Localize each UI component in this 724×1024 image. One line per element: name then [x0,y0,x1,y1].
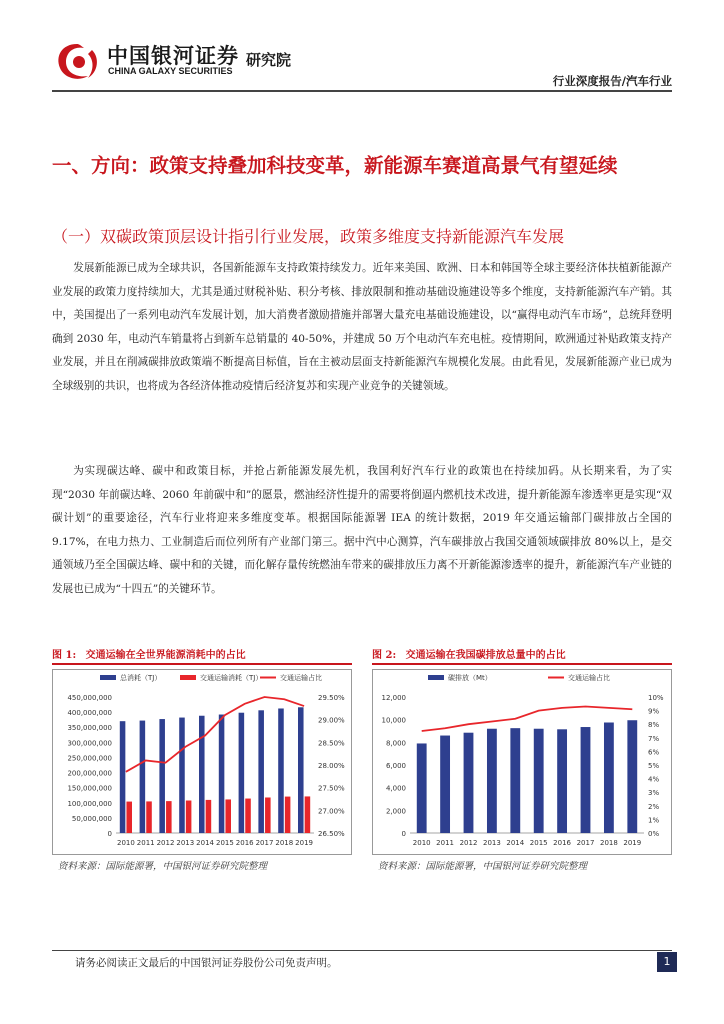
y-right-tick-label: 3% [648,789,660,798]
bar-primary [487,729,497,833]
y-right-tick-label: 1% [648,816,660,825]
bar-secondary [245,799,251,833]
bar-primary [239,713,245,833]
x-tick-label: 2010 [116,839,135,847]
bar-primary [627,720,637,833]
x-tick-label: 2017 [255,839,274,847]
legend-swatch [428,675,444,680]
figure-1-label: 图 1: [52,650,77,661]
figure-2-rule [372,663,672,665]
legend-label: 交通运输消耗（TJ） [200,674,263,682]
legend-label: 碳排放（Mt） [448,674,492,682]
bar-primary [258,710,264,833]
share-line [422,707,633,731]
y-right-tick-label: 29.50% [318,694,345,702]
x-tick-label: 2015 [529,839,548,847]
bar-primary [534,729,544,833]
bar-primary [120,721,126,833]
y-right-tick-label: 7% [648,734,660,743]
x-tick-label: 2013 [176,839,195,847]
y-left-tick-label: 2,000 [385,807,406,816]
y-left-tick-label: 0 [401,830,406,838]
x-tick-label: 2015 [215,839,234,847]
bar-primary [440,736,450,833]
x-tick-label: 2011 [436,839,455,847]
x-tick-label: 2019 [623,839,642,847]
y-left-tick-label: 8,000 [385,739,406,748]
bar-primary [510,728,520,833]
x-tick-label: 2014 [196,839,215,847]
footer-disclaimer: 请务必阅读正文最后的中国银河证券股份公司免责声明。 [75,957,338,969]
legend-label: 交通运输占比 [568,674,610,682]
y-right-tick-label: 26.50% [318,830,345,838]
x-tick-label: 2018 [275,839,294,847]
x-tick-label: 2012 [459,839,478,847]
footer-divider [52,950,672,951]
bar-primary [199,716,205,833]
figure-1-title [52,646,246,661]
page-header [0,0,724,96]
bar-primary [278,708,284,833]
y-left-tick-label: 150,000,000 [67,784,112,793]
y-right-tick-label: 2% [648,802,660,811]
x-tick-label: 2017 [576,839,595,847]
figure-1-rule [52,663,352,665]
legend-label: 总消耗（TJ） [120,674,162,682]
report-type: 行业深度报告/汽车行业 [552,74,672,88]
y-left-tick-label: 250,000,000 [67,754,112,763]
header-divider [52,90,672,92]
institute-label: 研究院 [246,51,292,69]
y-left-tick-label: 350,000,000 [67,724,112,733]
y-left-tick-label: 300,000,000 [67,739,112,748]
y-right-tick-label: 27.00% [318,807,345,816]
figure-2-source: 资料来源：国际能源署，中国银河证券研究院整理 [378,861,588,872]
bar-secondary [186,801,192,833]
bar-primary [219,715,225,833]
x-tick-label: 2014 [506,839,525,847]
y-left-tick-label: 10,000 [381,716,406,725]
bar-secondary [146,801,152,833]
y-left-tick-label: 0 [107,830,112,838]
logo-english-name: CHINA GALAXY SECURITIES [108,66,233,76]
bar-primary [298,707,304,833]
y-right-tick-label: 28.50% [318,739,345,748]
galaxy-swirl-icon [52,40,102,84]
x-tick-label: 2010 [412,839,431,847]
bar-secondary [126,802,132,833]
legend-swatch [180,675,196,680]
figure-2-label: 图 2: [372,650,397,661]
y-left-tick-label: 450,000,000 [67,694,112,702]
y-right-tick-label: 6% [648,748,660,757]
figure-2-title [372,646,566,661]
bar-primary [140,721,146,833]
paragraph-1: 发展新能源已成为全球共识，各国新能源车支持政策持续发力。近年来美国、欧洲、日本和韩国等全球主要经济体扶植新能源产业发展的政策力度持续加大，尤其是通过财税补贴、积分考核、排放限制和推动基础设施建设等多个维度，支持新能源汽车产销。其中，美国提出了一系列电动汽车发展计划，加大消费者激励措施并部署大量充电基础设施建设，以“赢得电动汽车市场”，总统拜登明确到 2030 年，电动汽车销量将占到新车总销量的 40-50%，并建成 50 万个电动汽车充电桩。疫情期间，欧洲通过补贴政策支持产业发展，并且在削减碳排放政策端不断提高目标值，旨在主被动层面支持新能源汽车规模化发展。由此看见，发展新能源产业已成为全球级别的共识，也将成为各经济体推动疫情后经济复苏和实现产业竞争的关键领域。 [52,262,672,392]
x-tick-label: 2012 [156,839,175,847]
figure-2-caption: 交通运输在我国碳排放总量中的占比 [405,650,566,661]
legend-label: 交通运输占比 [280,674,322,682]
bar-secondary [305,796,311,833]
y-left-tick-label: 400,000,000 [67,709,112,718]
y-right-tick-label: 27.50% [318,784,345,793]
x-tick-label: 2016 [553,839,572,847]
y-left-tick-label: 12,000 [381,694,406,702]
x-tick-label: 2019 [295,839,314,847]
x-tick-label: 2016 [235,839,254,847]
y-left-tick-label: 4,000 [385,784,406,793]
bar-primary [557,729,567,833]
y-right-tick-label: 29.00% [318,716,345,725]
section-heading: 一、方向：政策支持叠加科技变革，新能源车赛道高景气有望延续 [52,154,618,177]
legend-swatch [100,675,116,680]
logo-chinese-name: 中国银河证券 [107,44,239,68]
bar-primary [417,743,427,833]
x-tick-label: 2011 [136,839,155,847]
bar-secondary [206,800,212,833]
bar-primary [159,719,165,833]
y-left-tick-label: 6,000 [385,762,406,770]
y-right-tick-label: 9% [648,707,660,716]
bar-secondary [225,799,231,833]
y-right-tick-label: 8% [648,721,660,730]
bar-primary [604,723,614,834]
y-right-tick-label: 4% [648,775,660,784]
bar-primary [179,718,185,833]
x-tick-label: 2018 [599,839,618,847]
y-left-tick-label: 200,000,000 [67,769,112,778]
figure-1-source: 资料来源：国际能源署，中国银河证券研究院整理 [58,861,268,872]
y-right-tick-label: 10% [648,694,664,702]
figure-1-caption: 交通运输在全世界能源消耗中的占比 [85,650,246,661]
x-tick-label: 2013 [482,839,501,847]
figure-1-chart [52,669,352,855]
bar-secondary [166,801,172,833]
y-left-tick-label: 100,000,000 [67,799,112,808]
figure-2-chart [372,669,672,855]
subsection-heading: （一）双碳政策顶层设计指引行业发展，政策多维度支持新能源汽车发展 [52,227,565,246]
bar-primary [464,733,474,833]
paragraph-2: 为实现碳达峰、碳中和政策目标，并抢占新能源发展先机，我国利好汽车行业的政策也在持续加码。从长期来看，为了实现“2030 年前碳达峰、2060 年前碳中和”的愿景，燃油经济性提升的需要将倒逼内燃机技术改进，提升新能源车渗透率更是实现“双碳计划”的重要途径，汽车行业将迎来多维度变革。根据国际能源署 IEA 的统计数据，2019 年交通运输部门碳排放占全国的 9.17%，在电力热力、工业制造后而位列所有产业部门第三。据中汽中心测算，汽车碳排放占我国交通领域碳排放 80%以上，是交通领域乃至全国碳达峰、碳中和的关键，而化解存量传统燃油车带来的碳排放压力离不开新能源渗透率的提升，新能源汽车产业链的发展也已成为“十四五”的关键环节。 [52,465,672,595]
bar-secondary [285,797,291,833]
y-left-tick-label: 50,000,000 [71,814,112,823]
y-right-tick-label: 0% [648,830,660,838]
bar-primary [581,727,591,833]
y-right-tick-label: 28.00% [318,762,345,770]
y-right-tick-label: 5% [648,762,660,770]
share-line [126,697,304,772]
page-number: 1 [657,952,677,972]
bar-secondary [265,797,271,833]
